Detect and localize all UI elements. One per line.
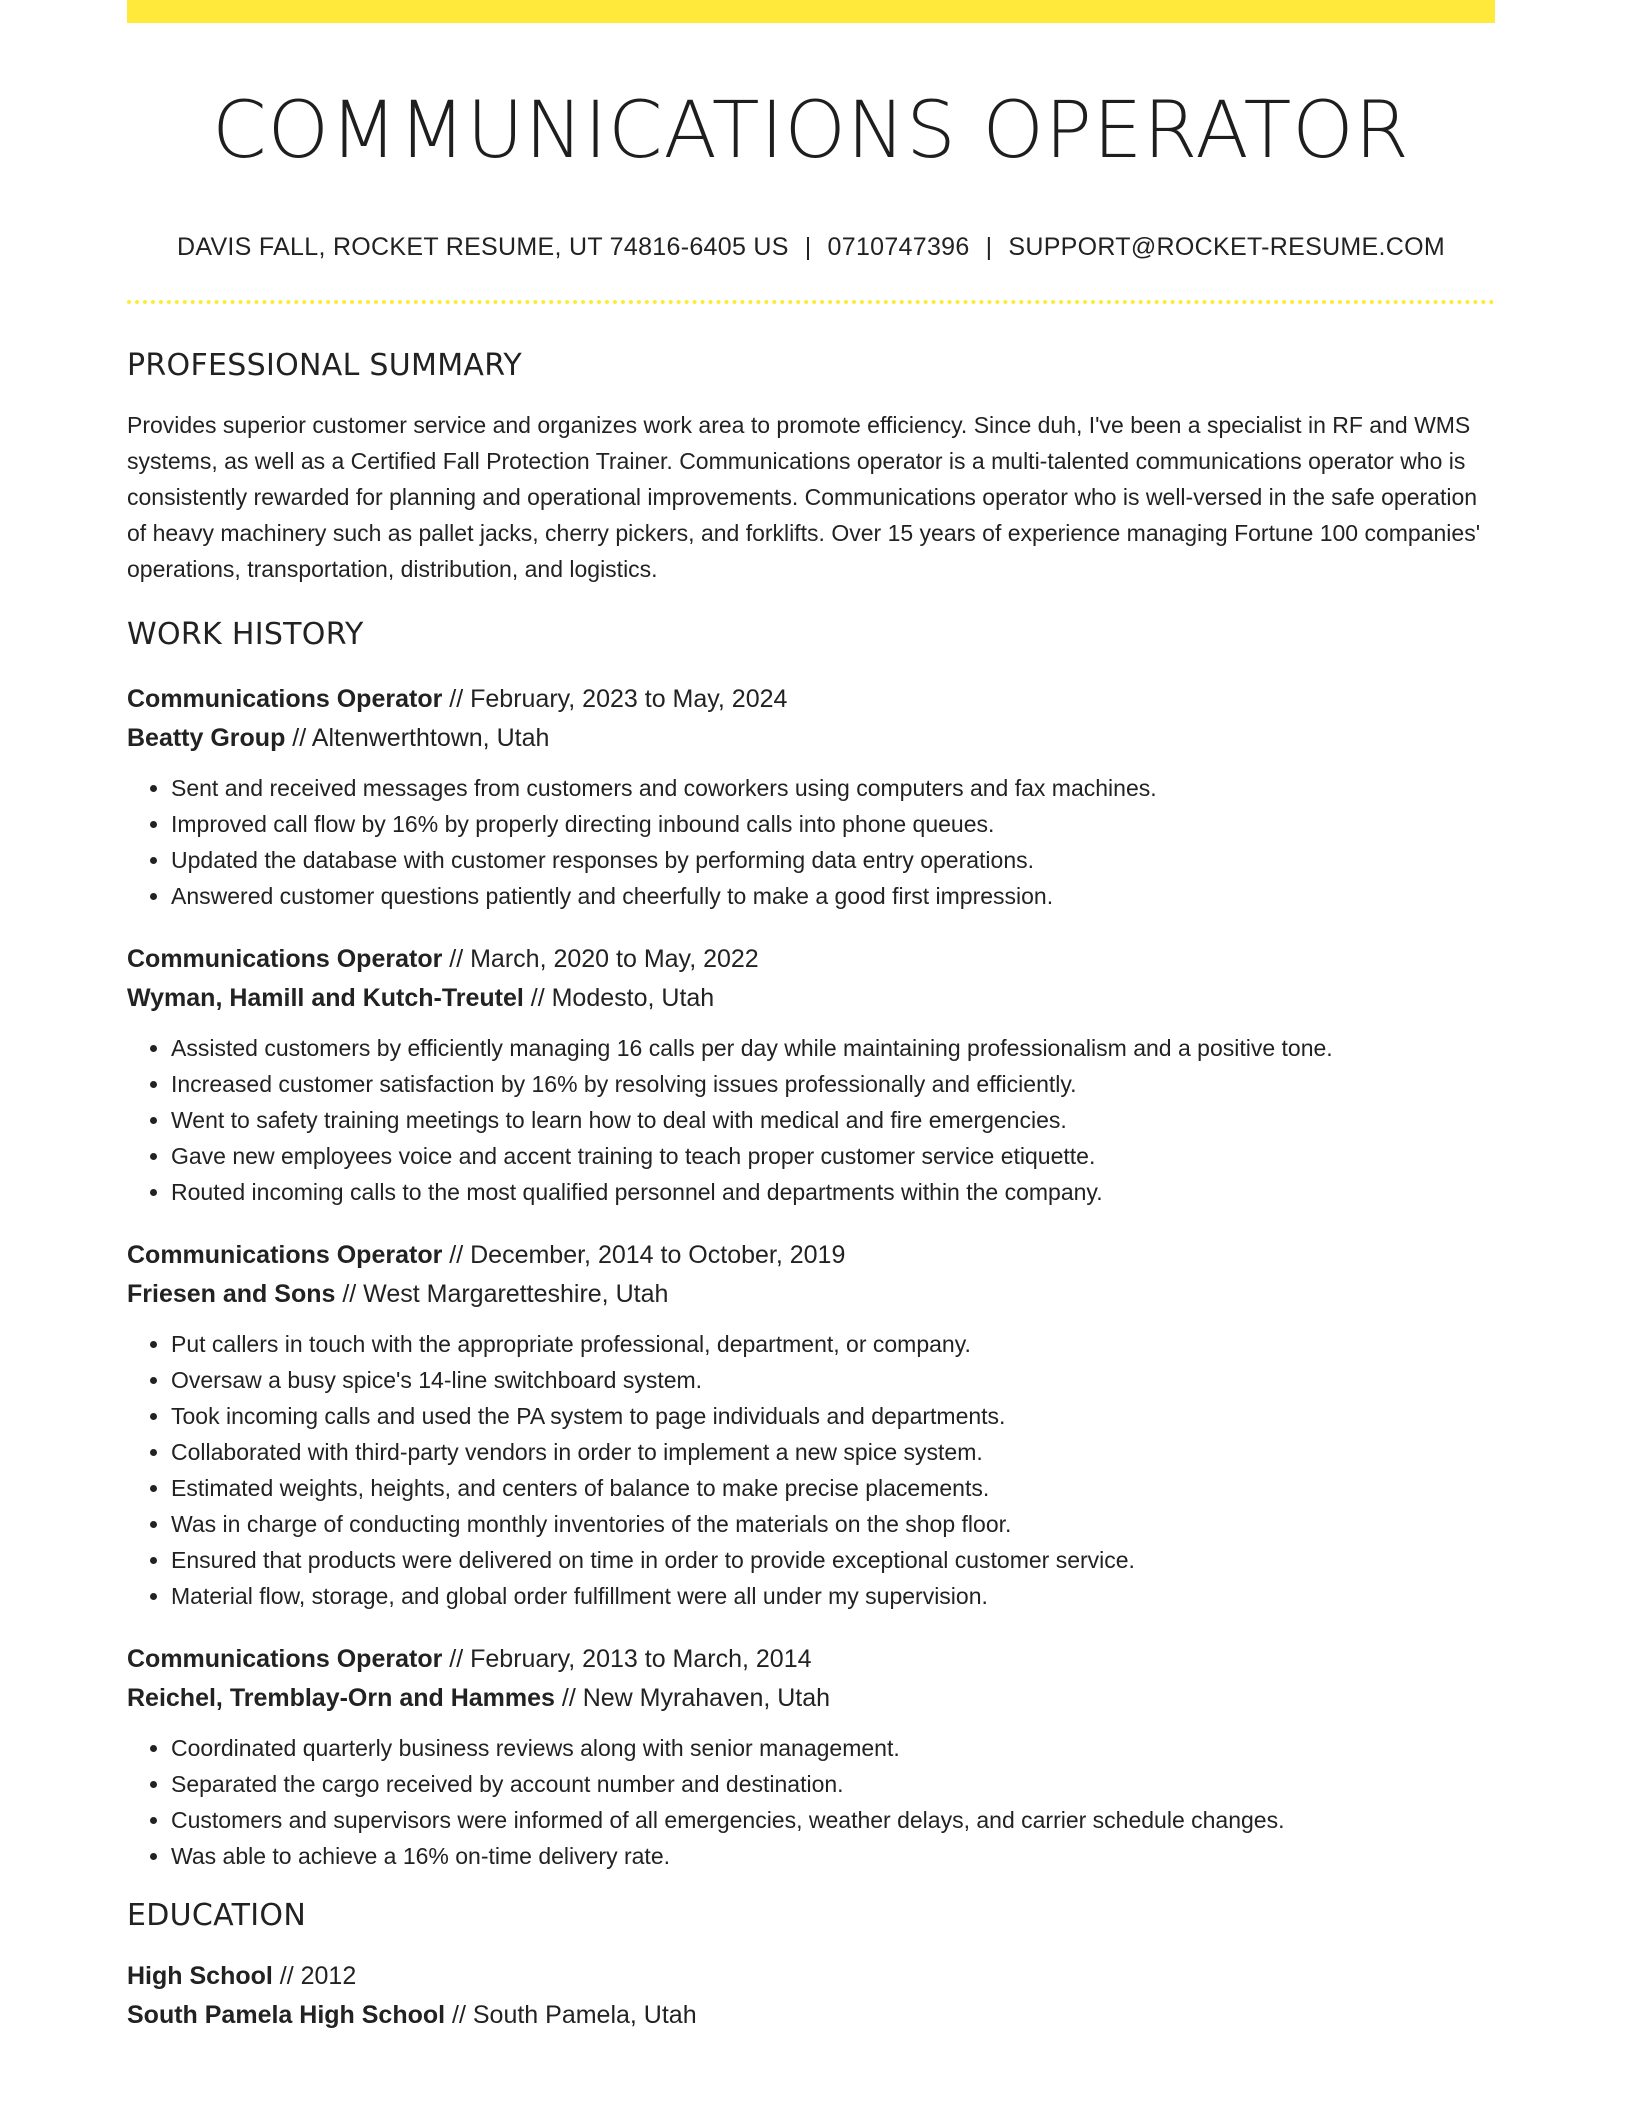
summary-text: Provides superior customer service and organizes work area to promote efficiency. Since duh, I've been a specialist in RF and WMS systems, as well as a Certified Fall Protection Trainer. Communications operator is a multi-talented communications operator who is consistently rewarded for planning and operational improvements. Communications operator who is well-versed in the safe operation of heavy machinery such as pallet jacks, cherry pickers, and forklifts. Over 15 years of experience managing Fortune 100 companies' operations, transportation, distribution, and logistics. [127,411,1481,582]
job-company-line [127,979,1495,1018]
job-bullet: • Coordinated quarterly business reviews along with senior management. [171,1730,1495,1766]
contact-address: DAVIS FALL, ROCKET RESUME, UT 74816-6405 US [176,232,789,261]
job-role: Communications Operator [127,944,443,973]
job-bullets [127,1326,1495,1614]
contact-line [127,233,1495,262]
job-dates: // February, 2023 to May, 2024 [442,684,788,713]
job-entry [127,1640,1495,1874]
job-company-line [127,1275,1495,1314]
work-history-heading: WORK HISTORY [127,616,364,652]
dotted-divider [127,300,1495,304]
job-bullet: • Sent and received messages from customers and coworkers using computers and fax machines. [171,770,1495,806]
job-title-line [127,1236,1495,1275]
job-bullet: • Increased customer satisfaction by 16% by resolving issues professionally and efficiently. [171,1066,1495,1102]
job-entry [127,1236,1495,1614]
job-bullet: • Took incoming calls and used the PA system to page individuals and departments. [171,1398,1495,1434]
job-bullets [127,770,1495,914]
job-dates: // December, 2014 to October, 2019 [442,1240,846,1269]
job-bullet: • Answered customer questions patiently and cheerfully to make a good first impression. [171,878,1495,914]
job-company-line [127,1679,1495,1718]
education-school-line [127,1996,1495,2035]
education-degree: High School [127,1961,273,1990]
work-history-list [127,680,1495,1874]
job-title-line [127,1640,1495,1679]
education-school: South Pamela High School [127,2000,446,2029]
contact-separator: | [804,232,812,261]
job-company: Friesen and Sons [127,1279,336,1308]
summary-heading: PROFESSIONAL SUMMARY [127,347,523,383]
contact-email: SUPPORT@ROCKET-RESUME.COM [1008,232,1446,261]
resume-page [127,0,1495,2035]
job-company: Beatty Group [127,723,286,752]
job-entry [127,680,1495,914]
job-bullet: • Routed incoming calls to the most qualified personnel and departments within the company. [171,1174,1495,1210]
job-location: // West Margaretteshire, Utah [335,1279,669,1308]
job-title-line [127,940,1495,979]
job-location: // Altenwerthtown, Utah [285,723,550,752]
job-location: // Modesto, Utah [523,983,715,1012]
job-bullet: • Was in charge of conducting monthly inventories of the materials on the shop floor. [171,1506,1495,1542]
job-title-line [127,680,1495,719]
job-bullet: • Material flow, storage, and global order fulfillment were all under my supervision. [171,1578,1495,1614]
education-degree-line [127,1957,1495,1996]
education-heading: EDUCATION [127,1897,307,1933]
contact-separator: | [985,232,993,261]
resume-title: COMMUNICATIONS OPERATOR [212,86,1410,176]
job-bullet: • Customers and supervisors were informed of all emergencies, weather delays, and carrier schedule changes. [171,1802,1495,1838]
job-bullets [127,1730,1495,1874]
job-bullet: • Estimated weights, heights, and centers of balance to make precise placements. [171,1470,1495,1506]
job-dates: // February, 2013 to March, 2014 [442,1644,812,1673]
job-dates: // March, 2020 to May, 2022 [442,944,759,973]
job-role: Communications Operator [127,684,443,713]
education-location: // South Pamela, Utah [445,2000,697,2029]
job-bullet: • Oversaw a busy spice's 14-line switchboard system. [171,1362,1495,1398]
job-bullet: • Improved call flow by 16% by properly directing inbound calls into phone queues. [171,806,1495,842]
job-bullet: • Put callers in touch with the appropriate professional, department, or company. [171,1326,1495,1362]
job-company: Reichel, Tremblay-Orn and Hammes [127,1683,555,1712]
education-year: // 2012 [272,1961,357,1990]
job-bullet: • Ensured that products were delivered on time in order to provide exceptional customer service. [171,1542,1495,1578]
job-role: Communications Operator [127,1644,443,1673]
job-location: // New Myrahaven, Utah [554,1683,831,1712]
job-bullet: • Assisted customers by efficiently managing 16 calls per day while maintaining professionalism and a positive tone. [171,1030,1495,1066]
job-bullet: • Went to safety training meetings to learn how to deal with medical and fire emergencies. [171,1102,1495,1138]
job-company: Wyman, Hamill and Kutch-Treutel [127,983,524,1012]
accent-bar [127,0,1495,23]
education-entry [127,1957,1495,2035]
job-entry [127,940,1495,1210]
job-bullet: • Updated the database with customer responses by performing data entry operations. [171,842,1495,878]
job-bullet: • Gave new employees voice and accent training to teach proper customer service etiquette. [171,1138,1495,1174]
job-bullet: • Separated the cargo received by account number and destination. [171,1766,1495,1802]
job-bullet: • Collaborated with third-party vendors in order to implement a new spice system. [171,1434,1495,1470]
job-role: Communications Operator [127,1240,443,1269]
contact-phone: 0710747396 [827,232,970,261]
job-bullet: • Was able to achieve a 16% on-time delivery rate. [171,1838,1495,1874]
job-company-line [127,719,1495,758]
job-bullets [127,1030,1495,1210]
